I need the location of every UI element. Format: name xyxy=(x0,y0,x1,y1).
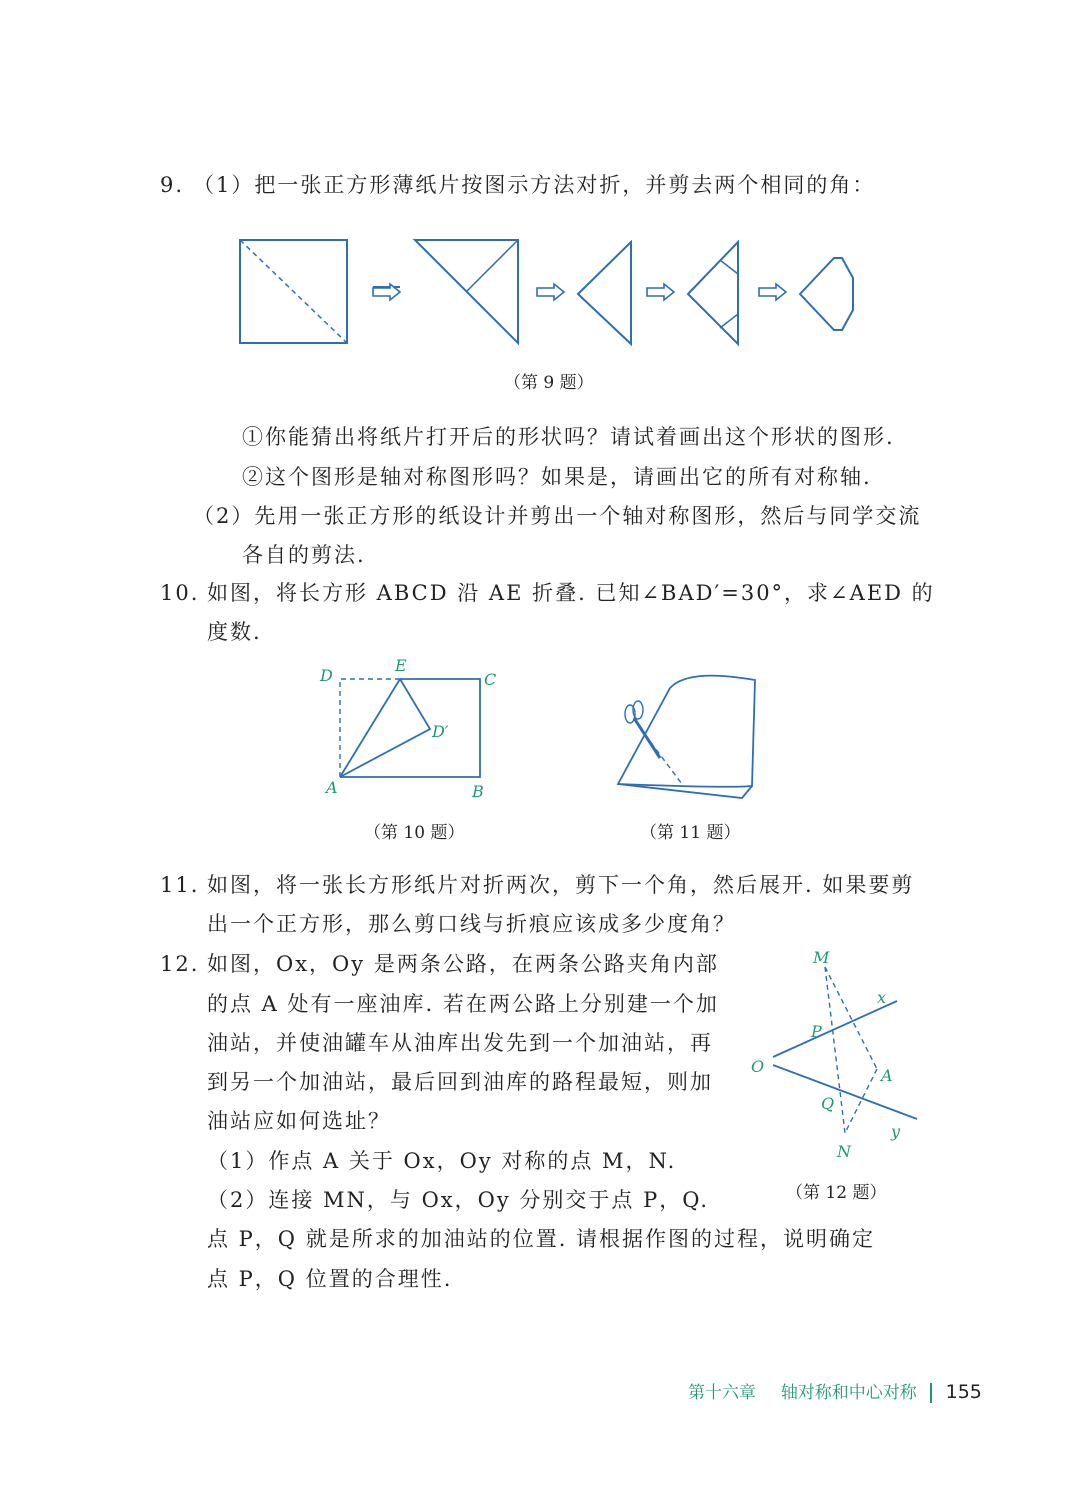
q9-caption: （第 9 题） xyxy=(504,373,594,393)
q10-number: 10. xyxy=(160,581,200,605)
q12-number: 12. xyxy=(160,952,200,976)
q9-part2-line2: 各自的剪法. xyxy=(242,543,366,567)
q9-part2-line1: （2）先用一张正方形的纸设计并剪出一个轴对称图形，然后与同学交流 xyxy=(193,504,922,528)
diagonal-fold xyxy=(240,240,347,343)
footer-chapter: 第十六章 xyxy=(688,1383,756,1403)
q9-number: 9. xyxy=(160,173,185,197)
q9-figure xyxy=(230,232,870,352)
scissors-blade xyxy=(634,718,660,758)
fold-line-AE xyxy=(340,679,400,777)
cut-result xyxy=(800,258,853,330)
label-x: x xyxy=(877,988,887,1007)
label-B: B xyxy=(472,782,484,801)
paper-top xyxy=(618,676,755,787)
q12-line-9: 点 P，Q 位置的合理性. xyxy=(207,1267,453,1291)
folded-small-triangle xyxy=(578,242,631,344)
crease-1 xyxy=(466,240,518,292)
q12-line-5: 油站应如何选址？ xyxy=(207,1109,391,1133)
footer-separator xyxy=(930,1383,932,1403)
cut-triangle xyxy=(688,242,738,344)
label-D: D xyxy=(320,666,333,685)
q11-caption: （第 11 题） xyxy=(640,823,741,843)
q12-line-6: （1）作点 A 关于 Ox，Oy 对称的点 M，N. xyxy=(207,1149,677,1173)
footer-title: 轴对称和中心对称 xyxy=(780,1383,917,1403)
q11-line2: 出一个正方形，那么剪口线与折痕应该成多少度角？ xyxy=(207,912,736,936)
cut-line-1 xyxy=(720,260,738,274)
q12-line-7: （2）连接 MN，与 Ox，Oy 分别交于点 P，Q. xyxy=(207,1188,710,1212)
q10-caption: （第 10 题） xyxy=(364,823,465,843)
label-Dp: D′ xyxy=(432,722,449,741)
rectangle-edges xyxy=(340,679,480,777)
arrow-icon-3 xyxy=(647,284,674,300)
segment-MA xyxy=(825,967,877,1069)
q12-line-4: 到另一个加油站，最后回到油库的路程最短，则加 xyxy=(207,1070,713,1094)
label-P: P xyxy=(811,1022,822,1041)
q12-caption: （第 12 题） xyxy=(786,1183,887,1203)
label-Q: Q xyxy=(821,1094,835,1113)
label-N: N xyxy=(837,1142,851,1161)
q9-stem: （1）把一张正方形薄纸片按图示方法对折，并剪去两个相同的角： xyxy=(193,173,876,197)
label-M: M xyxy=(813,948,830,967)
q10-figure xyxy=(318,655,508,805)
label-y: y xyxy=(891,1122,901,1141)
folded-flap xyxy=(340,679,430,777)
q9-sub2: ②这个图形是轴对称图形吗？如果是，请画出它的所有对称轴. xyxy=(242,465,872,489)
label-A: A xyxy=(881,1066,893,1085)
q9-sub1: ①你能猜出将纸片打开后的形状吗？请试着画出这个形状的图形. xyxy=(242,425,895,449)
q12-line-1: 如图，Ox，Oy 是两条公路，在两条公路夹角内部 xyxy=(207,952,719,976)
page-number: 155 xyxy=(945,1381,982,1403)
q10-line1: 如图，将长方形 ABCD 沿 AE 折叠. 已知∠BAD′=30°，求∠AED 的 xyxy=(207,581,935,605)
arrow-icon-4 xyxy=(759,284,786,300)
q11-number: 11. xyxy=(160,873,200,897)
label-O: O xyxy=(751,1057,765,1076)
road-Oy xyxy=(773,1065,917,1119)
q12-line-2: 的点 A 处有一座油库. 若在两公路上分别建一个加 xyxy=(207,992,719,1016)
page-footer xyxy=(688,1378,982,1403)
q11-line1: 如图，将一张长方形纸片对折两次，剪下一个角，然后展开. 如果要剪 xyxy=(207,873,915,897)
q12-figure xyxy=(745,945,930,1165)
q10-line2: 度数. xyxy=(207,620,262,644)
cut-line-2 xyxy=(720,314,738,328)
label-A: A xyxy=(326,778,338,797)
arrow-icon-2 xyxy=(537,284,564,300)
label-E: E xyxy=(395,656,407,675)
q11-figure xyxy=(610,668,770,808)
q12-line-3: 油站，并使油罐车从油库出发先到一个加油站，再 xyxy=(207,1031,713,1055)
label-C: C xyxy=(484,670,497,689)
segment-AN xyxy=(845,1069,877,1133)
q12-line-8: 点 P，Q 就是所求的加油站的位置. 请根据作图的过程，说明确定 xyxy=(207,1227,876,1251)
